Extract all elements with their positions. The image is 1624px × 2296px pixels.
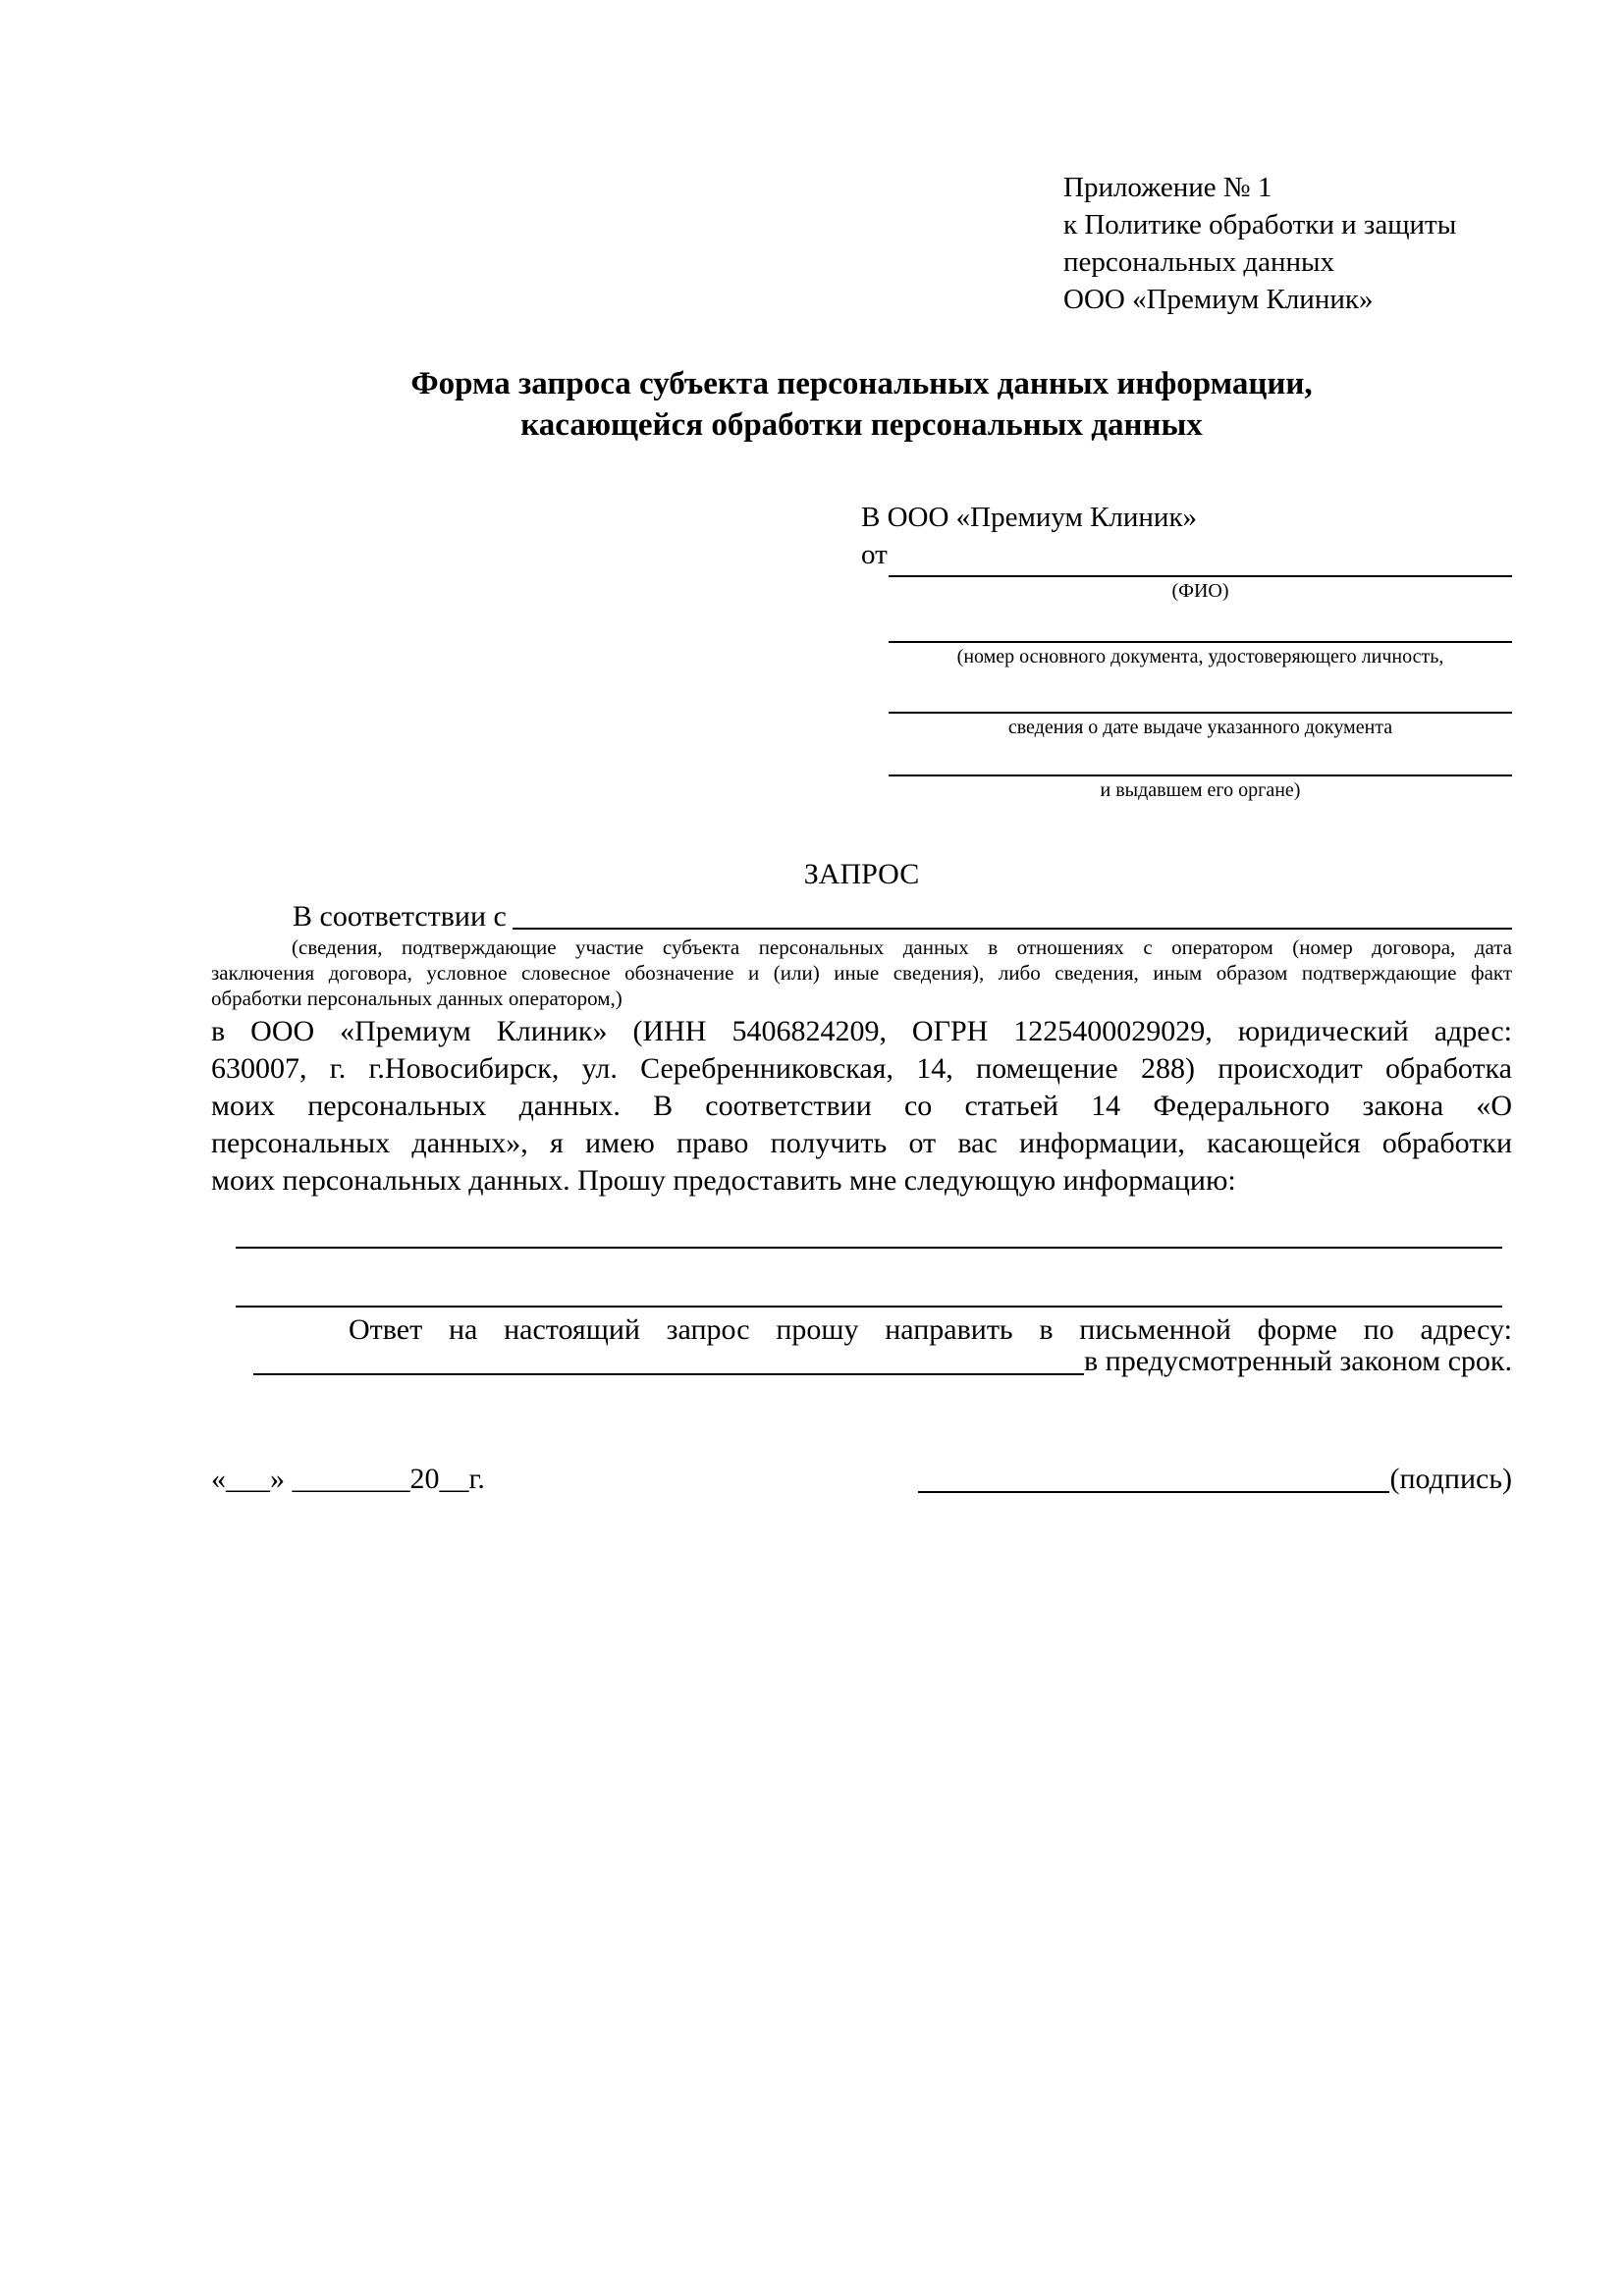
note-line: (сведения, подтверждающие участие субъекта персональных данных в отношениях с оператором (номер договора, дата [292, 935, 1512, 959]
fio-field [889, 575, 1512, 603]
issuing-authority-blank-line [889, 774, 1512, 776]
signature-caption: (подпись) [1389, 1463, 1512, 1495]
request-body-line: 630007, г. г.Новосибирск, ул. Серебренниковская, 14, помещение 288) происходит обработка [211, 1052, 1512, 1085]
issuing-authority-field [889, 774, 1512, 802]
accordance-row [211, 899, 1512, 934]
issue-date-field [889, 712, 1512, 739]
page-title [211, 363, 1512, 446]
appendix-header [1063, 169, 1456, 318]
note-line: заключения договора, условное словесное обозначение и (или) иные сведения), либо сведения, иным образом подтверждающие факт [211, 961, 1512, 985]
fio-blank-line [889, 575, 1512, 577]
request-body [211, 1013, 1512, 1200]
date-placeholder: «___» ________20__г. [211, 1463, 485, 1495]
appendix-header-line: персональных данных [1063, 246, 1335, 278]
addressee-to: В ООО «Премиум Клиник» [861, 502, 1198, 533]
document-number-caption: (номер основного документа, удостоверяющего личность, [956, 646, 1444, 667]
issue-date-caption: сведения о дате выдаче указанного документа [1007, 717, 1393, 738]
page-title-line: касающейся обработки персональных данных [520, 407, 1203, 443]
answer-deadline-text: в предусмотренный законом срок. [1084, 1345, 1512, 1377]
address-blank-line [253, 1373, 1084, 1375]
request-body-line: моих персональных данных. Прошу предоставить мне следующую информацию: [211, 1164, 1236, 1197]
request-heading: ЗАПРОС [803, 858, 920, 890]
note-line: обработки персональных данных оператором,) [211, 987, 623, 1010]
page-title-line: Форма запроса субъекта персональных данных информации, [410, 366, 1313, 401]
appendix-header-line: к Политике обработки и защиты [1063, 209, 1457, 240]
answer-address-row [211, 1343, 1512, 1380]
addressee-block [861, 499, 1512, 823]
addressee-from-label: от [861, 539, 888, 570]
issuing-authority-caption: и выдавшем его органе) [1100, 779, 1301, 801]
information-blank-line [236, 1306, 1502, 1308]
appendix-header-line: Приложение № 1 [1063, 172, 1272, 203]
issue-date-blank-line [889, 712, 1512, 714]
explanatory-note [211, 934, 1512, 1011]
appendix-header-line: ООО «Премиум Клиник» [1063, 284, 1374, 315]
information-blank-line [236, 1247, 1502, 1249]
answer-delivery-text: Ответ на настоящий запрос прошу направить в письменной форме по адресу: [349, 1313, 1512, 1346]
request-body-line: в ООО «Премиум Клиник» (ИНН 5406824209, ОГРН 1225400029029, юридический адрес: [211, 1015, 1512, 1047]
signature-blank-line [918, 1491, 1389, 1493]
document-number-field [889, 641, 1512, 668]
request-body-line: персональных данных», я имею право получить от вас информации, касающейся обработки [211, 1127, 1512, 1159]
date-signature-row [211, 1461, 1512, 1498]
document-number-blank-line [889, 641, 1512, 643]
accordance-label: В соответствии с [293, 900, 507, 933]
request-body-line: моих персональных данных. В соответствии со статьей 14 Федерального закона «О [211, 1090, 1512, 1122]
accordance-blank-line [513, 928, 1512, 930]
fio-caption: (ФИО) [1171, 580, 1229, 602]
